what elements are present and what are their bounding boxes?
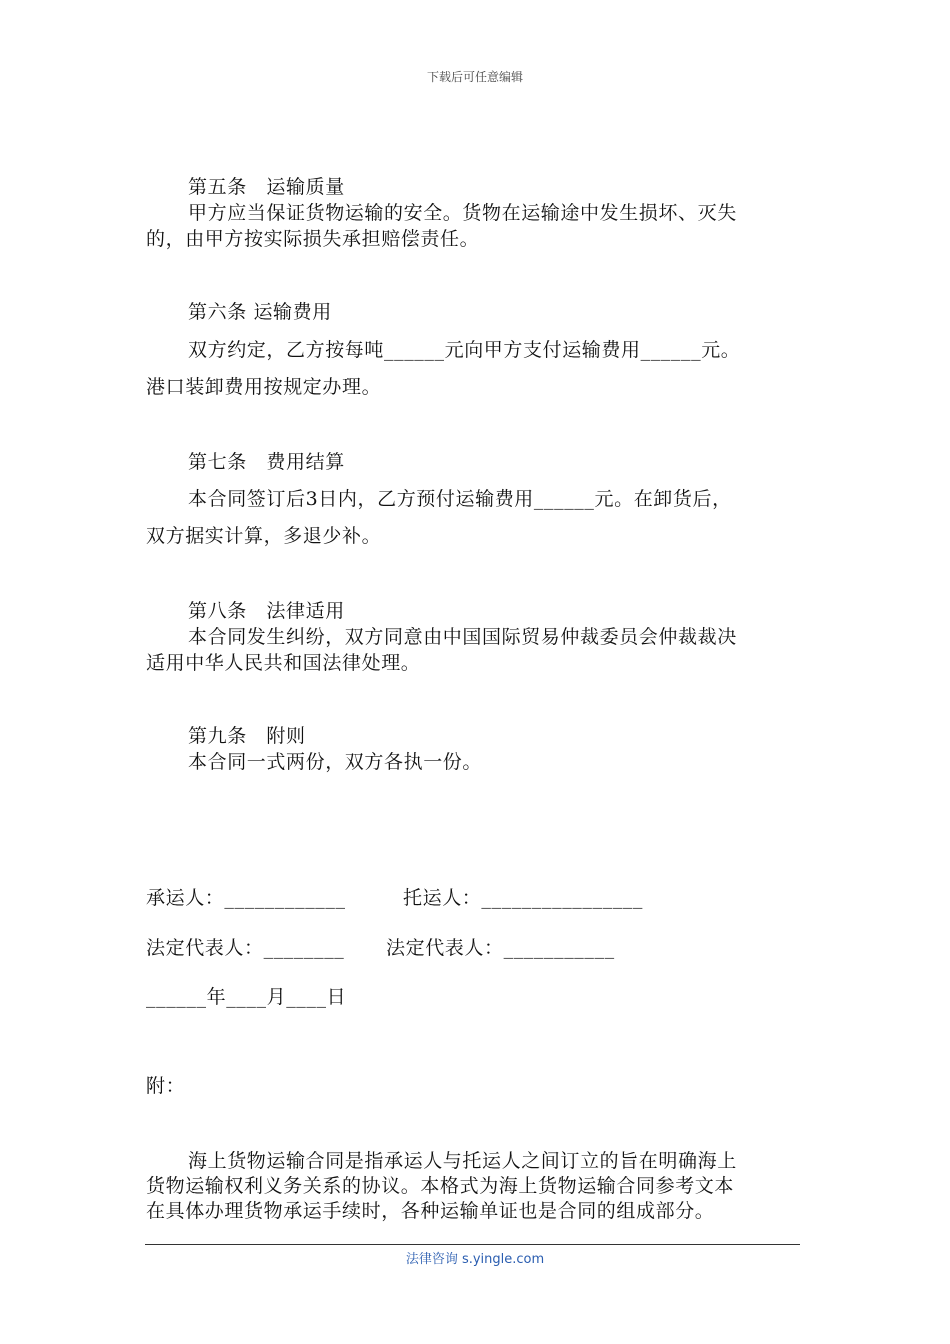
- page-header-note: 下载后可任意编辑: [426, 70, 523, 84]
- article-8-text-line-1: 本合同发生纠纷，双方同意由中国国际贸易仲裁委员会仲裁裁决: [188, 626, 737, 648]
- appendix-text-line-3: 在具体办理货物承运手续时，各种运输单证也是合同的组成部分。: [146, 1200, 715, 1222]
- article-9-title: 第九条 附则: [188, 725, 306, 747]
- article-6-text-line-2: 港口装卸费用按规定办理。: [146, 376, 382, 398]
- article-7-text-line-1: 本合同签订后3日内，乙方预付运输费用______元。在卸货后，: [188, 488, 732, 510]
- article-5-title: 第五条 运输质量: [188, 176, 345, 198]
- article-8-title: 第八条 法律适用: [188, 600, 345, 622]
- article-6-text-line-1: 双方约定，乙方按每吨______元向甲方支付运输费用______元。: [188, 339, 741, 361]
- article-8-text-line-2: 适用中华人民共和国法律处理。: [146, 652, 421, 674]
- article-9-text-line-1: 本合同一式两份，双方各执一份。: [188, 751, 483, 773]
- signing-date-field: ______年____月____日: [146, 986, 347, 1008]
- footer-divider: [145, 1244, 800, 1245]
- shipper-legal-representative-field: 法定代表人：___________: [386, 937, 615, 959]
- article-6-title: 第六条 运输费用: [188, 301, 332, 323]
- article-5-text-line-1: 甲方应当保证货物运输的安全。货物在运输途中发生损坏、灭失: [188, 202, 737, 224]
- appendix-label: 附：: [146, 1075, 186, 1097]
- article-7-text-line-2: 双方据实计算，多退少补。: [146, 525, 382, 547]
- shipper-signature-field: 托运人：________________: [403, 887, 644, 909]
- carrier-signature-field: 承运人：____________: [146, 887, 346, 909]
- article-7-title: 第七条 费用结算: [188, 451, 345, 473]
- carrier-legal-representative-field: 法定代表人：________: [146, 937, 345, 959]
- appendix-text-line-2: 货物运输权利义务关系的协议。本格式为海上货物运输合同参考文本: [146, 1175, 735, 1197]
- appendix-text-line-1: 海上货物运输合同是指承运人与托运人之间订立的旨在明确海上: [188, 1150, 737, 1172]
- footer-link[interactable]: 法律咨询 s.yingle.com: [405, 1252, 545, 1267]
- article-5-text-line-2: 的，由甲方按实际损失承担赔偿责任。: [146, 228, 480, 250]
